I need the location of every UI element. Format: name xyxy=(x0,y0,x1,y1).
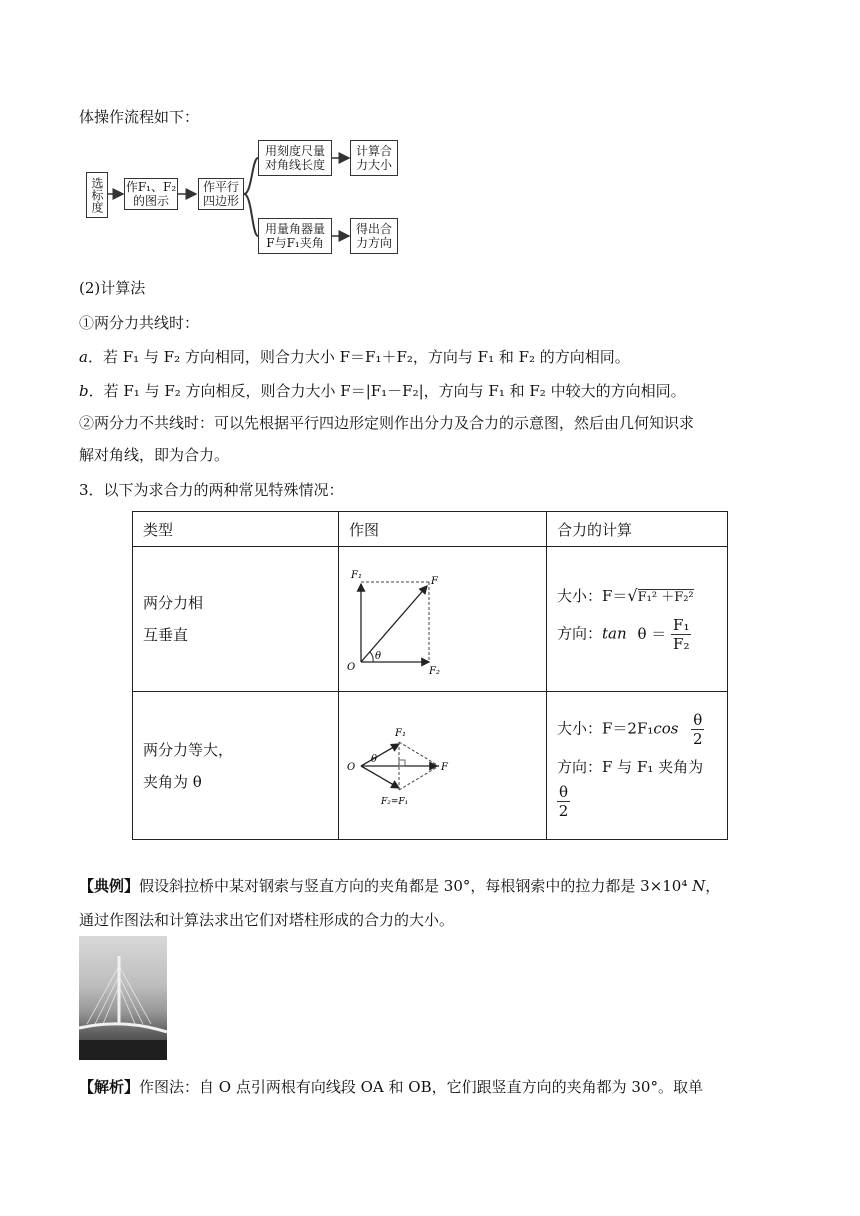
flow-step-measure-angle: 用量角器量 F与F₁夹角 xyxy=(258,218,332,254)
direction-fraction: $\frac{\theta}{2}$ xyxy=(558,783,569,820)
flow-connectors xyxy=(0,0,860,270)
special-cases-table xyxy=(132,511,728,840)
label-f: F xyxy=(431,575,438,587)
flow-step-get-direction: 得出合 力方向 xyxy=(350,218,398,254)
flow-step-calc-magnitude: 计算合 力大小 xyxy=(350,140,398,176)
row2-type: 两分力等大， 夹角为 θ xyxy=(133,692,339,840)
cable-bridge-photo xyxy=(79,936,167,1060)
row2-calc: 大小：F＝2F₁cos $\frac{\theta}{2}$ 方向：F 与 F₁ 夹角为 $\frac{\theta}{2}$ xyxy=(547,692,728,840)
tan-fraction: $\frac{\text{F₁}}{\text{F₂}}$ xyxy=(673,616,690,653)
label-theta: θ xyxy=(371,754,378,765)
calc-method-title: (2)计算法 xyxy=(79,279,146,297)
label-o: O xyxy=(347,661,356,673)
flow-step-draw-forces: 作F₁、F₂ 的图示 xyxy=(125,180,177,208)
row1-calc: 大小：F＝√F₁² ＋F₂² 方向：tan θ ＝ $\frac{\text{F₁}}{\text{F₂}}$ xyxy=(547,547,728,692)
label-f2: F₂ xyxy=(429,665,440,677)
noncollinear-line2: 解对角线，即为合力。 xyxy=(79,446,230,464)
label-theta: θ xyxy=(375,650,382,662)
sqrt-expression: F₁² ＋F₂² xyxy=(637,590,694,605)
collinear-heading: ①两分力共线时： xyxy=(79,314,200,332)
analysis-line: 【解析】作图法：自 O 点引两根有向线段 OA 和 OB，它们跟竖直方向的夹角都为 30°。取单 xyxy=(79,1078,703,1096)
table-header-type: 类型 xyxy=(133,512,339,547)
label-f1: F₁ xyxy=(395,728,406,739)
perpendicular-forces-diagram xyxy=(343,562,463,677)
example-line1: 【典例】假设斜拉桥中某对钢索与竖直方向的夹角都是 30°，每根钢索中的拉力都是 3×10⁴ N， xyxy=(79,877,721,895)
intro-text: 体操作流程如下： xyxy=(79,108,200,126)
flow-step-measure-diagonal: 用刻度尺量 对角线长度 xyxy=(258,140,332,176)
section3-heading: 3．以下为求合力的两种常见特殊情况： xyxy=(79,481,344,499)
table-header-calc: 合力的计算 xyxy=(547,512,728,547)
table-header-figure: 作图 xyxy=(339,512,547,547)
case-a: a．若 F₁ 与 F₂ 方向相同，则合力大小 F＝F₁＋F₂，方向与 F₁ 和 F₂ 的方向相同。 xyxy=(79,348,630,366)
label-o: O xyxy=(347,762,356,773)
label-f1: F₁ xyxy=(351,569,362,581)
row1-type: 两分力相 互垂直 xyxy=(133,547,339,692)
noncollinear-line1: ②两分力不共线时：可以先根据平行四边形定则作出分力及合力的示意图，然后由几何知识求 xyxy=(79,414,695,432)
case-b: b．若 F₁ 与 F₂ 方向相反，则合力大小 F＝|F₁－F₂|，方向与 F₁ 和 F₂ 中较大的方向相同。 xyxy=(79,382,686,400)
flow-step-parallelogram: 作平行 四边形 xyxy=(198,178,244,210)
label-f: F xyxy=(441,762,448,773)
row1-figure xyxy=(339,547,547,692)
flow-step-select-scale: 选标度 xyxy=(86,172,108,218)
row2-figure xyxy=(339,692,547,840)
example-line2: 通过作图法和计算法求出它们对塔柱形成的合力的大小。 xyxy=(79,911,455,929)
cos-fraction: $\frac{\theta}{2}$ xyxy=(693,711,703,748)
equal-forces-diagram xyxy=(343,708,463,823)
label-f2: F₂=F₁ xyxy=(381,797,409,807)
